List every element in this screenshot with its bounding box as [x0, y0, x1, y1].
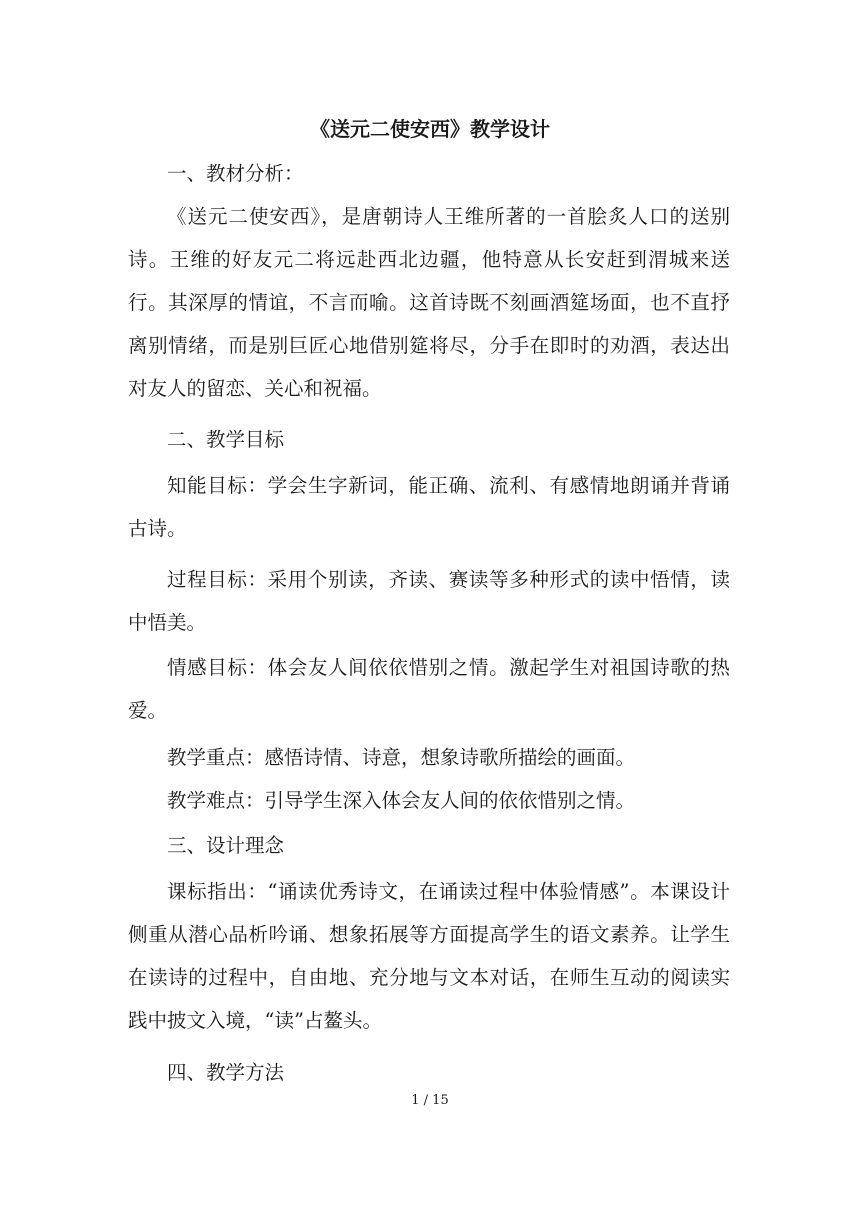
section-heading-methods: 四、教学方法: [167, 1061, 285, 1084]
paragraph-knowledge-goal: 知能目标：学会生字新词，能正确、流利、有感情地朗诵并背诵古诗。: [128, 474, 730, 540]
section-heading-concept: 三、设计理念: [167, 834, 285, 857]
paragraph-analysis: 《送元二使安西》，是唐朝诗人王维所著的一首脍炙人口的送别诗。王维的好友元二将远赴西北边疆，他特意从长安赶到渭城来送行。其深厚的情谊，不言而喻。这首诗既不刻画酒筵场面，也不直抒离别情绪，而是别巨匠心地借别筵将尽，分手在即时的劝酒，表达出对友人的留恋、关心和祝福。: [128, 205, 730, 400]
paragraph-emotion-goal: 情感目标：体会友人间依依惜别之情。激起学生对祖国诗歌的热爱。: [128, 656, 730, 722]
paragraph-difficulty: 教学难点：引导学生深入体会友人间的依依惜别之情。: [167, 789, 636, 812]
document-title: 《送元二使安西》教学设计: [310, 117, 550, 141]
page-indicator: 1 / 15: [411, 1093, 449, 1108]
section-heading-goals: 二、教学目标: [167, 428, 285, 451]
paragraph-process-goal: 过程目标：采用个别读，齐读、赛读等多种形式的读中悟情，读中悟美。: [128, 568, 730, 634]
paragraph-concept: 课标指出：“诵读优秀诗文，在诵读过程中体验情感”。本课设计侧重从潜心品析吟诵、想象拓展等方面提高学生的语文素养。让学生在读诗的过程中，自由地、充分地与文本对话，在师生互动的阅读实践中披文入境，“读”占鳌头。: [128, 880, 730, 1032]
paragraph-key-point: 教学重点：感悟诗情、诗意，想象诗歌所描绘的画面。: [167, 746, 636, 769]
section-heading-analysis: 一、教材分析：: [167, 162, 304, 185]
